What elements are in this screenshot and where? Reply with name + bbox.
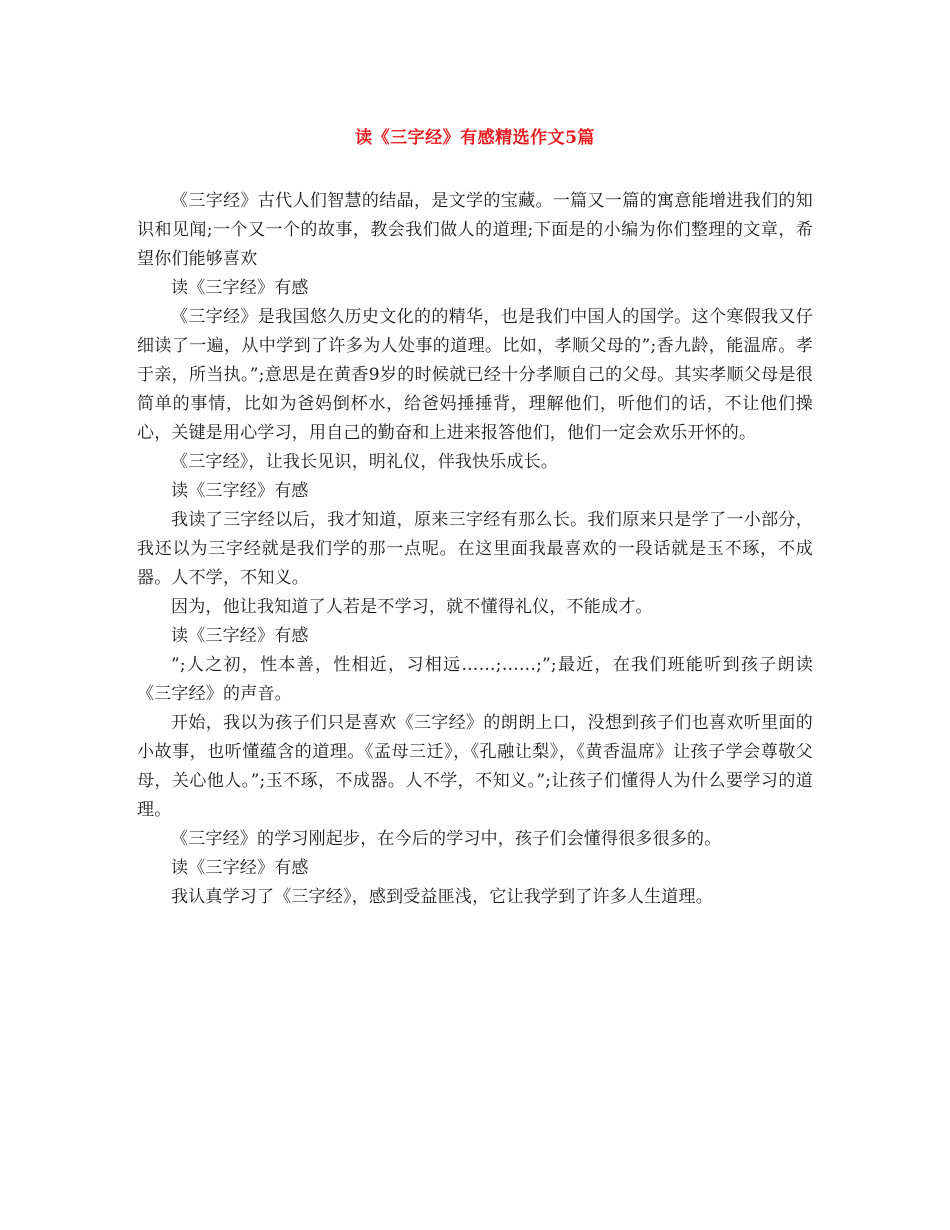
section-heading: 读《三字经》有感 (171, 278, 309, 298)
intro-paragraph: 《三字经》古代人们智慧的结晶，是文学的宝藏。一篇又一篇的寓意能增进我们的知识和见闻;一个又一个的故事，教会我们做人的道理;下面是的小编为你们整理的文章，希望你们能够喜欢 (137, 191, 813, 269)
body-paragraph: 《三字经》是我国悠久历史文化的的精华，也是我们中国人的国学。这个寒假我又仔细读了一遍，从中学到了许多为人处事的道理。比如，孝顺父母的”;香九龄，能温席。孝于亲，所当执。”;意思是在黄香9岁的时候就已经十分孝顺自己的父母。其实孝顺父母是很简单的事情，比如为爸妈倒杯水，给爸妈捶捶背，理解他们，听他们的话，不让他们操心，关键是用心学习，用自己的勤奋和上进来报答他们，他们一定会欢乐开怀的。 (137, 307, 813, 443)
body-paragraph: 我读了三字经以后，我才知道，原来三字经有那么长。我们原来只是学了一小部分，我还以为三字经就是我们学的那一点呢。在这里面我最喜欢的一段话就是玉不琢，不成器。人不学，不知义。 (137, 510, 813, 588)
document-title: 读《三字经》有感精选作文5篇 (355, 128, 595, 148)
section-heading: 读《三字经》有感 (171, 481, 309, 501)
body-paragraph: 《三字经》，让我长见识，明礼仪，伴我快乐成长。 (171, 452, 559, 472)
body-paragraph: 《三字经》的学习刚起步，在今后的学习中，孩子们会懂得很多很多的。 (171, 829, 722, 849)
body-paragraph: 因为，他让我知道了人若是不学习，就不懂得礼仪，不能成才。 (171, 597, 653, 617)
section-heading: 读《三字经》有感 (171, 626, 309, 646)
body-paragraph: ”;人之初，性本善，性相近，习相远……;……;”;最近，在我们班能听到孩子朗读《三字经》的声音。 (137, 655, 813, 704)
body-paragraph: 我认真学习了《三字经》，感到受益匪浅，它让我学到了许多人生道理。 (171, 887, 713, 907)
section-heading: 读《三字经》有感 (171, 858, 309, 878)
body-paragraph: 开始，我以为孩子们只是喜欢《三字经》的朗朗上口，没想到孩子们也喜欢听里面的小故事，也听懂蕴含的道理。《孟母三迁》，《孔融让梨》，《黄香温席》让孩子学会尊敬父母，关心他人。”;玉不琢，不成器。人不学，不知义。”;让孩子们懂得人为什么要学习的道理。 (137, 713, 813, 820)
document-body (137, 187, 813, 912)
